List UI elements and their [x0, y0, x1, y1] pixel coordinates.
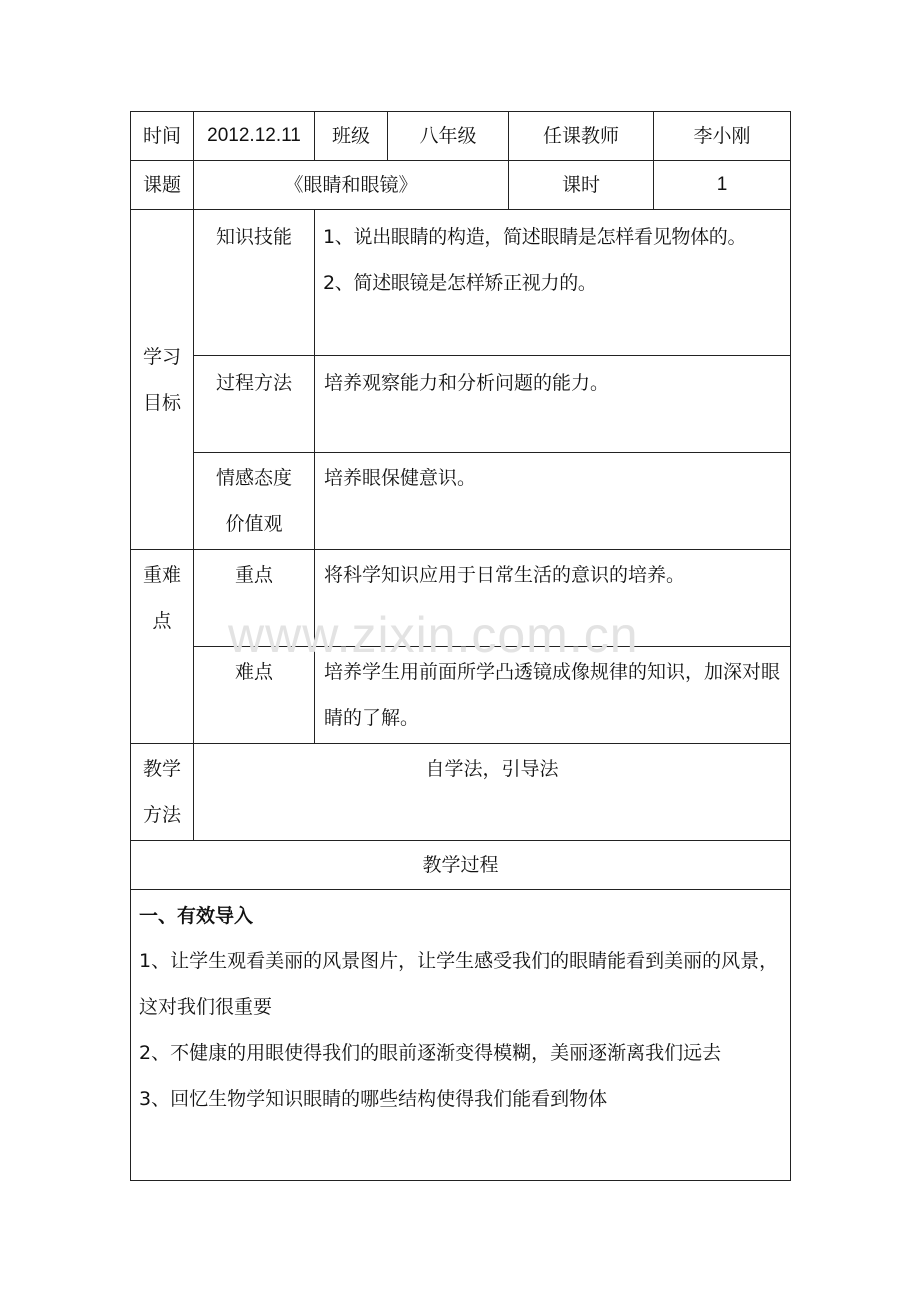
topic-label: 课题	[131, 161, 194, 210]
process-item: 3、回忆生物学知识眼睛的哪些结构使得我们能看到物体	[139, 1088, 608, 1110]
section-title: 一、有效导入	[139, 905, 254, 927]
key-label: 重点	[194, 550, 315, 647]
header-row-topic	[131, 161, 791, 210]
objective-row-knowledge	[131, 210, 791, 356]
header-row-time	[131, 112, 791, 161]
process-item: 2、不健康的用眼使得我们的眼前逐渐变得模糊，美丽逐渐离我们远去	[139, 1042, 722, 1064]
hours-label: 课时	[509, 161, 654, 210]
keypoints-label	[131, 550, 194, 744]
process-item: 1、让学生观看美丽的风景图片，让学生感受我们的眼睛能看到美丽的风景，这对我们很重要	[139, 950, 779, 1018]
difficult-label: 难点	[194, 647, 315, 744]
teaching-process-content	[131, 890, 791, 1181]
method-text: 自学法，引导法	[194, 744, 791, 841]
key-text: 将科学知识应用于日常生活的意识的培养。	[315, 550, 791, 647]
emotion-label-line2: 价值观	[225, 513, 283, 535]
time-value: 2012.12.11	[194, 112, 315, 161]
emotion-label	[194, 453, 315, 550]
keypoint-row-key	[131, 550, 791, 647]
knowledge-text	[315, 210, 791, 356]
watermark: www.zixin.com.cn	[228, 607, 639, 663]
hours-value: 1	[654, 161, 791, 210]
difficult-text: 培养学生用前面所学凸透镜成像规律的知识，加深对眼睛的了解。	[315, 647, 791, 744]
objectives-label-line2: 目标	[142, 391, 181, 414]
keypoints-label-line2: 点	[152, 610, 172, 632]
process-text: 培养观察能力和分析问题的能力。	[315, 356, 791, 453]
process-label: 过程方法	[194, 356, 315, 453]
teacher-label: 任课教师	[509, 112, 654, 161]
emotion-label-line1: 情感态度	[215, 467, 292, 489]
method-label-line1: 教学	[142, 758, 181, 780]
process-content-row	[131, 890, 791, 1181]
method-row	[131, 744, 791, 841]
knowledge-item: 1、说出眼睛的构造，简述眼睛是怎样看见物体的。	[323, 226, 747, 248]
objective-row-emotion	[131, 453, 791, 550]
class-value: 八年级	[388, 112, 509, 161]
teacher-value: 李小刚	[654, 112, 791, 161]
process-title-row	[131, 841, 791, 890]
time-label: 时间	[131, 112, 194, 161]
keypoints-label-line1: 重难	[142, 564, 181, 586]
class-label: 班级	[315, 112, 388, 161]
knowledge-label: 知识技能	[194, 210, 315, 356]
objectives-label-line1: 学习	[142, 345, 181, 368]
knowledge-item: 2、简述眼镜是怎样矫正视力的。	[323, 272, 597, 294]
objective-row-process	[131, 356, 791, 453]
teaching-process-title: 教学过程	[131, 841, 791, 890]
topic-value: 《眼睛和眼镜》	[194, 161, 509, 210]
lesson-plan-table	[130, 111, 791, 1181]
keypoint-row-difficult	[131, 647, 791, 744]
method-label-line2: 方法	[142, 804, 181, 826]
emotion-text: 培养眼保健意识。	[315, 453, 791, 550]
method-label	[131, 744, 194, 841]
objectives-label	[131, 210, 194, 550]
